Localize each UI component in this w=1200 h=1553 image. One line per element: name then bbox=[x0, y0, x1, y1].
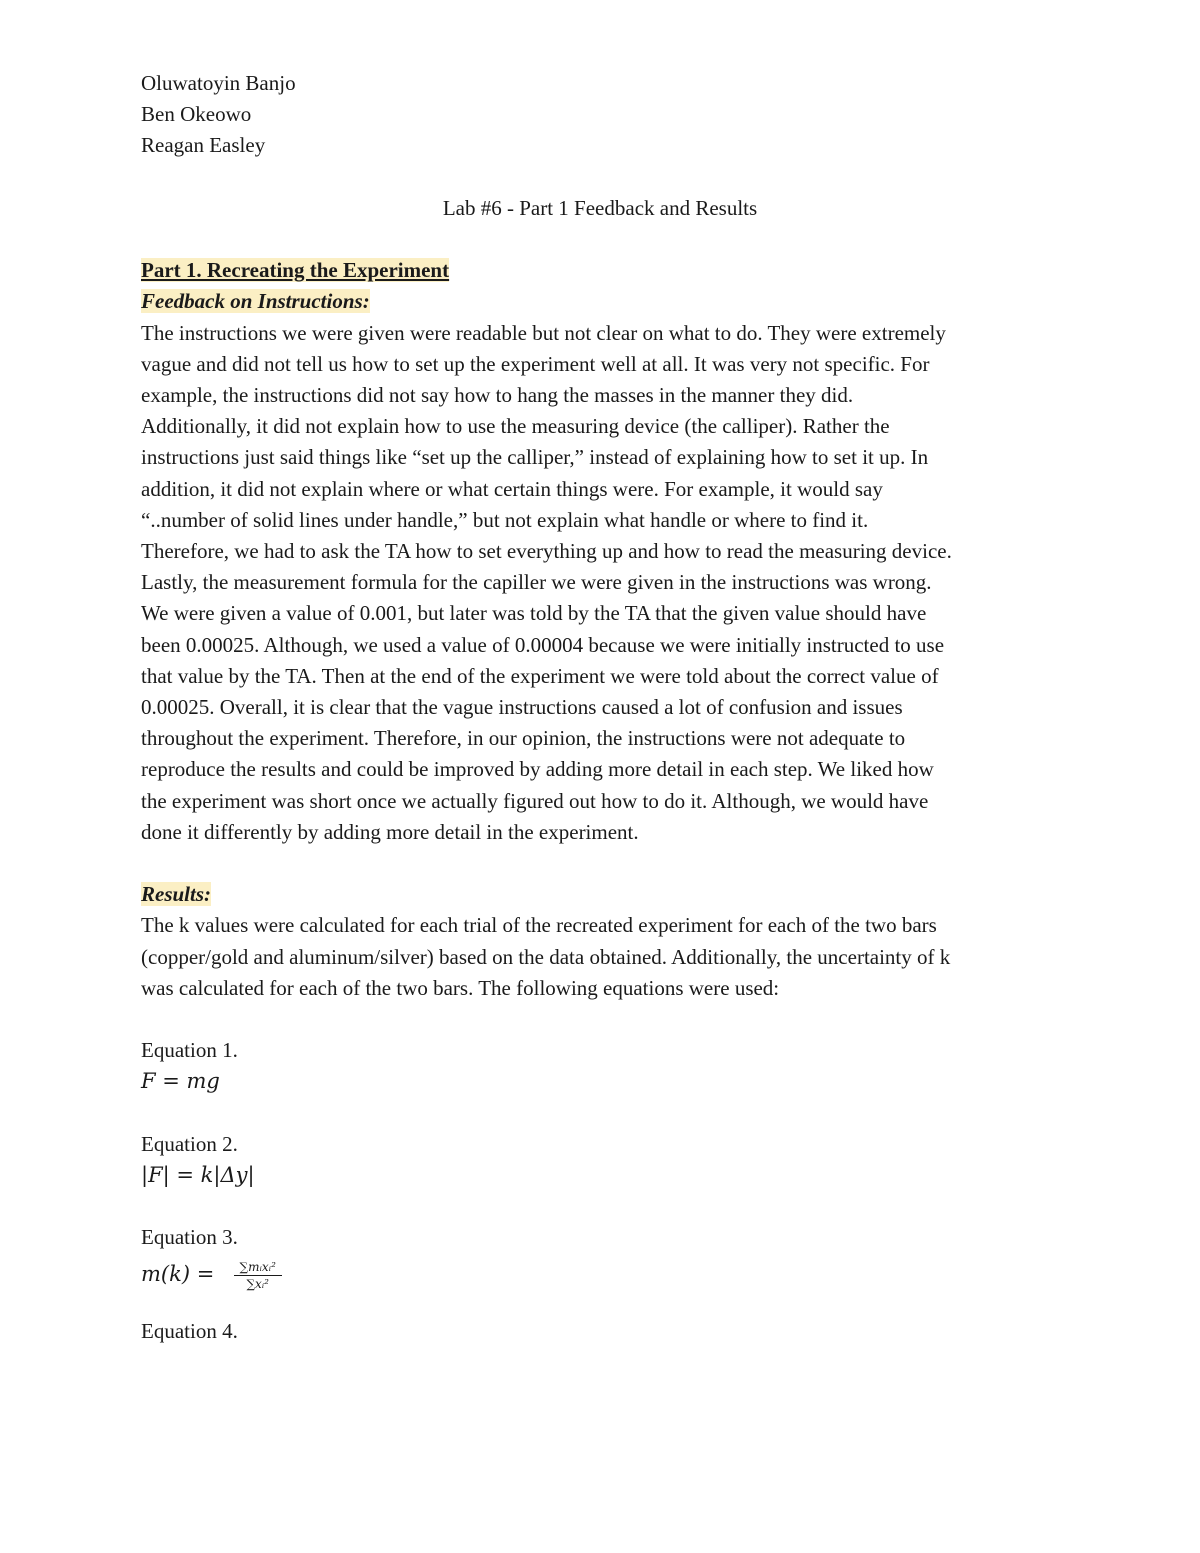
results-paragraph bbox=[141, 910, 1061, 1004]
paragraph-line: throughout the experiment. Therefore, in our opinion, the instructions were not adequate to bbox=[141, 726, 906, 751]
feedback-heading: Feedback on Instructions: bbox=[141, 289, 370, 314]
equation-3-denominator: ∑xᵢ² bbox=[246, 1277, 269, 1292]
document-page bbox=[141, 68, 1061, 1347]
paragraph-line: The instructions we were given were readable but not clear on what to do. They were extremely bbox=[141, 320, 946, 345]
results-heading: Results: bbox=[141, 882, 212, 907]
equation-3-lhs: m(k) = bbox=[141, 1261, 215, 1286]
equation-3-numerator: ∑mᵢxᵢ² bbox=[239, 1260, 276, 1275]
equation-1: F = mg bbox=[141, 1069, 220, 1094]
paragraph-line: the experiment was short once we actually figured out how to do it. Although, we would have bbox=[141, 788, 929, 813]
paragraph-line: example, the instructions did not say how to hang the masses in the manner they did. bbox=[141, 383, 854, 407]
equation-label: Equation 4. bbox=[141, 1318, 238, 1343]
paragraph-line: The k values were calculated for each trial of the recreated experiment for each of the two bars bbox=[141, 913, 937, 938]
paragraph-line: been 0.00025. Although, we used a value of 0.00004 because we were initially instructed to use bbox=[141, 632, 945, 657]
author-name: Reagan Easley bbox=[141, 133, 266, 158]
equation-label: Equation 3. bbox=[141, 1225, 238, 1250]
paragraph-line: (copper/gold and aluminum/silver) based on the data obtained. Additionally, the uncertainty of k bbox=[141, 944, 951, 969]
paragraph-line: “..number of solid lines under handle,” but not explain what handle or where to find it. bbox=[141, 507, 869, 532]
paragraph-line: 0.00025. Overall, it is clear that the vague instructions caused a lot of confusion and issues bbox=[141, 695, 903, 720]
paragraph-line: that value by the TA. Then at the end of the experiment we were told about the correct value of bbox=[141, 663, 939, 688]
author-name: Ben Okeowo bbox=[141, 102, 252, 127]
author-name: Oluwatoyin Banjo bbox=[141, 71, 296, 95]
paragraph-line: vague and did not tell us how to set up the experiment well at all. It was very not specific. For bbox=[141, 351, 930, 376]
paragraph-line: Additionally, it did not explain how to use the measuring device (the calliper). Rather the bbox=[141, 414, 890, 439]
equation-3 bbox=[141, 1254, 1061, 1294]
part1-heading: Part 1. Recreating the Experiment bbox=[141, 258, 450, 283]
document-title: Lab #6 - Part 1 Feedback and Results bbox=[442, 195, 758, 220]
paragraph-line: was calculated for each of the two bars. The following equations were used: bbox=[141, 975, 780, 1000]
paragraph-line: done it differently by adding more detail in the experiment. bbox=[141, 819, 639, 844]
equation-3-fraction bbox=[234, 1260, 282, 1291]
paragraph-line: reproduce the results and could be improved by adding more detail in each step. We liked how bbox=[141, 757, 934, 782]
paragraph-line: Therefore, we had to ask the TA how to set everything up and how to read the measuring device. bbox=[141, 539, 952, 564]
paragraph-line: addition, it did not explain where or what certain things were. For example, it would say bbox=[141, 476, 883, 501]
feedback-paragraph bbox=[141, 318, 1061, 848]
paragraph-line: Lastly, the measurement formula for the capiller we were given in the instructions was wrong. bbox=[141, 570, 932, 595]
equation-label: Equation 2. bbox=[141, 1131, 238, 1156]
equation-2: |F| = k|Δy| bbox=[141, 1163, 255, 1188]
equation-label: Equation 1. bbox=[141, 1038, 238, 1063]
paragraph-line: We were given a value of 0.001, but later was told by the TA that the given value should have bbox=[141, 601, 927, 626]
paragraph-line: instructions just said things like “set up the calliper,” instead of explaining how to set it up. In bbox=[141, 445, 929, 470]
